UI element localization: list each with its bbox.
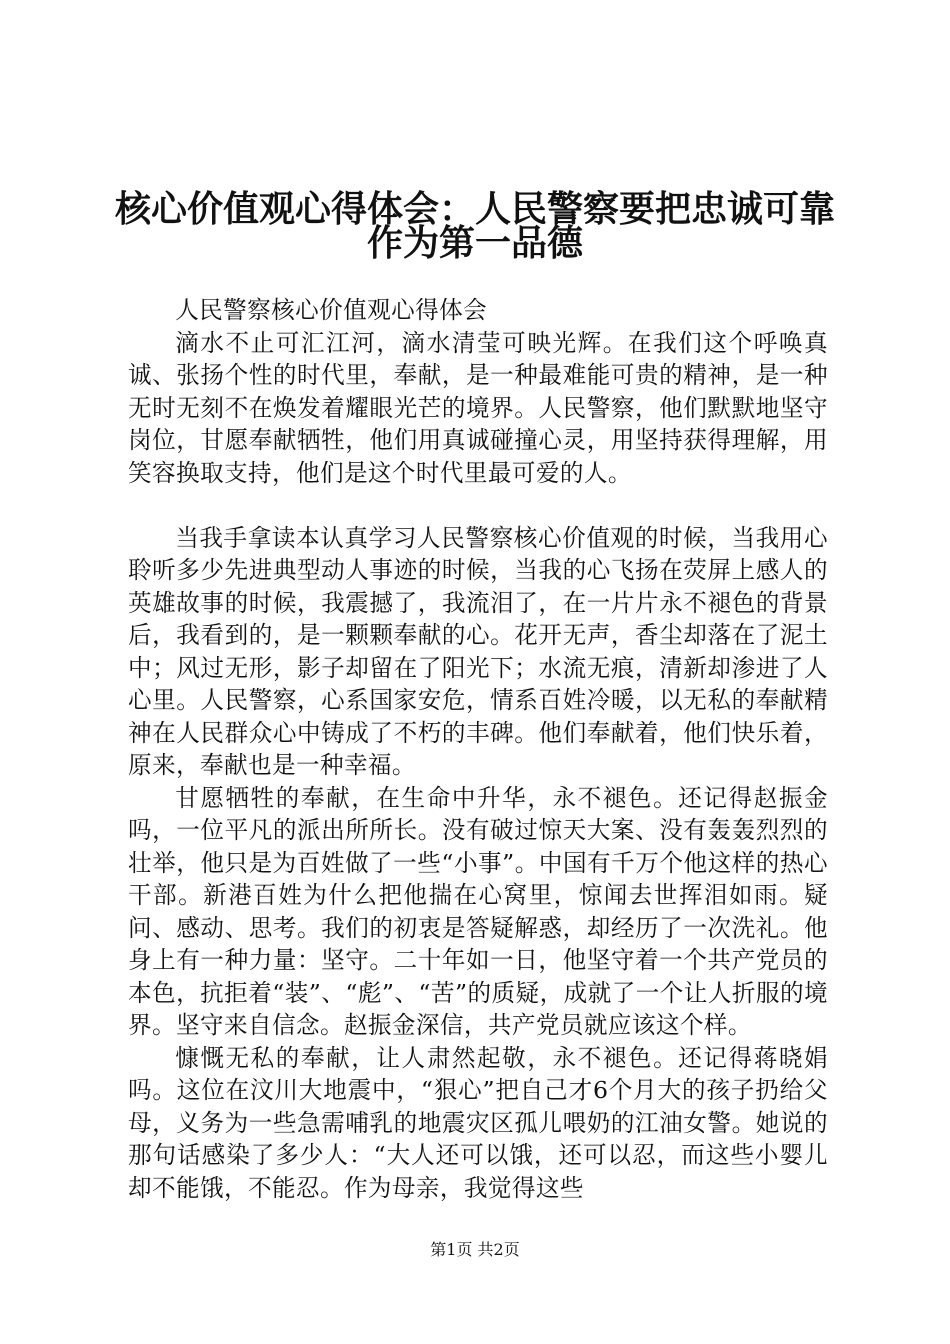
body-paragraph-3: 甘愿牺牲的奉献，在生命中升华，永不褪色。还记得赵振金吗，一位平凡的派出所所长。没有破过惊天大案、没有轰轰烈烈的壮举，他只是为百姓做了一些“小事”。中国有千万个他这样的热心干部。新港百姓为什么把他揣在心窝里，惊闻去世挥泪如雨。疑问、感动、思考。我们的初衷是答疑解惑，却经历了一次洗礼。他身上有一种力量：坚守。二十年如一日，他坚守着一个共产党员的本色，抗拒着“装”、“彪”、“苦”的质疑，成就了一个让人折服的境界。坚守来自信念。赵振金深信，共产党员就应该这个样。 <box>128 783 828 1039</box>
page-footer: 第1页 共2页 <box>430 1240 520 1259</box>
document-title-line-1: 核心价值观心得体会：人民警察要把忠诚可靠 <box>114 189 835 230</box>
body-paragraph-2: 当我手拿读本认真学习人民警察核心价值观的时候，当我用心聆听多少先进典型动人事迹的时候，当我的心飞扬在荧屏上感人的英雄故事的时候，我震撼了，我流泪了，在一片片永不褪色的背景后，我看到的，是一颗颗奉献的心。花开无声，香尘却落在了泥土中；风过无形，影子却留在了阳光下；水流无痕，清新却渗进了人心里。人民警察，心系国家安危，情系百姓冷暖，以无私的奉献精神在人民群众心中铸成了不朽的丰碑。他们奉献着，他们快乐着，原来，奉献也是一种幸福。 <box>128 523 828 779</box>
subtitle-paragraph: 人民警察核心价值观心得体会 <box>175 296 488 324</box>
body-paragraph-4: 慷慨无私的奉献，让人肃然起敬，永不褪色。还记得蒋晓娟吗。这位在汶川大地震中，“狠心”把自己才6个月大的孩子扔给父母，义务为一些急需哺乳的地震灾区孤儿喂奶的江油女警。她说的那句话感染了多少人：“大人还可以饿，还可以忍，而这些小婴儿却不能饿，不能忍。作为母亲，我觉得这些 <box>128 1043 828 1202</box>
document-title-line-2: 作为第一品德 <box>366 223 583 264</box>
document-body <box>128 294 828 1204</box>
body-paragraph-1: 滴水不止可汇江河，滴水清莹可映光辉。在我们这个呼唤真诚、张扬个性的时代里，奉献，是一种最难能可贵的精神，是一种无时无刻不在焕发着耀眼光芒的境界。人民警察，他们默默地坚守岗位，甘愿奉献牺牲，他们用真诚碰撞心灵，用坚持获得理解，用笑容换取支持，他们是这个时代里最可爱的人。 <box>128 328 828 487</box>
